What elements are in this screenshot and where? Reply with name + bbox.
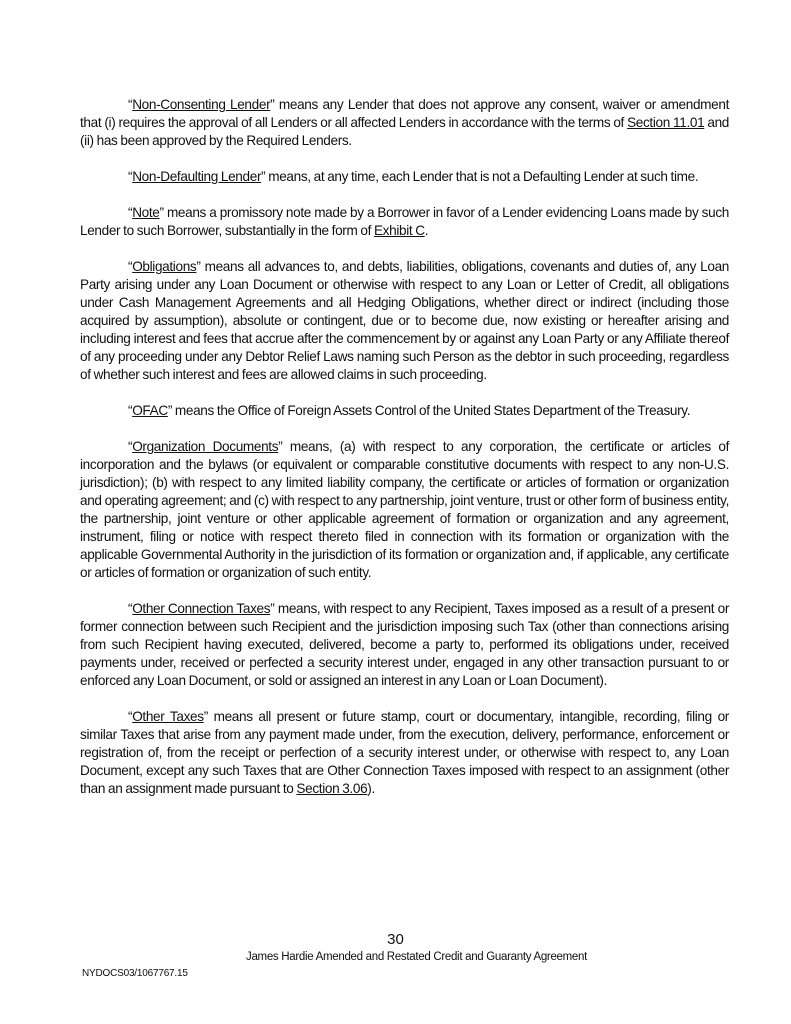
paragraph-text: “ [128, 259, 133, 274]
paragraph-text: ” means all advances to, and debts, liabilities, obligations, covenants and duties of, any Loan Party arising under any Loan Document or otherwise with respect to any Loan or Letter of Credit, all obligations under Cash Management Agreements and all Hedging Obligations, whether direct or indirect (including those acquired by assumption), absolute or contingent, due or to become due, now existing or hereafter arising and including interest and fees that accrue after the commencement by or against any Loan Party or any Affiliate thereof of any proceeding under any Debtor Relief Laws naming such Person as the debtor in such proceeding, regardless of whether such interest and fees are allowed claims in such proceeding. [80, 259, 729, 382]
paragraph-text: “ [128, 97, 133, 112]
paragraph-text: “ [128, 709, 133, 724]
paragraph-text: ). [367, 781, 375, 796]
paragraph-text: ” means a promissory note made by a Borrower in favor of a Lender evidencing Loans made by such Lender to such Borrower, substantially in the form of [80, 205, 729, 238]
definition-paragraph [80, 402, 729, 420]
defined-term: Non-Consenting Lender [132, 97, 271, 112]
paragraph-text: “ [128, 439, 133, 454]
footer-title: James Hardie Amended and Restated Credit and Guaranty Agreement [246, 951, 588, 963]
definition-paragraph [80, 600, 729, 690]
definition-paragraph [80, 168, 729, 186]
cross-reference: Section 3.06 [296, 781, 368, 796]
document-id: NYDOCS03/1067767.15 [82, 968, 188, 979]
defined-term: OFAC [132, 403, 168, 418]
paragraph-text: ” means any Lender that does not approve any consent, waiver or amendment that (i) requires the approval of all Lenders or all affected Lenders in accordance with the terms of [80, 97, 729, 130]
page-number: 30 [387, 931, 404, 948]
paragraph-text: ” means all present or future stamp, court or documentary, intangible, recording, filing or similar Taxes that arise from any payment made under, from the execution, delivery, performance, enforcement or registration of, from the receipt or perfection of a security interest under, or otherwise with respect to, any Loan Document, except any such Taxes that are Other Connection Taxes imposed with respect to an assignment (other than an assignment made pursuant to [80, 709, 729, 796]
paragraph-text: “ [128, 169, 133, 184]
defined-term: Note [132, 205, 160, 220]
paragraph-text: . [424, 223, 429, 238]
paragraph-text: ” means, (a) with respect to any corporation, the certificate or articles of incorporation and the bylaws (or equivalent or comparable constitutive documents with respect to any non-U.S. jurisdiction); (b) with respect to any limited liability company, the certificate or articles of formation or organization and operating agreement; and (c) with respect to any partnership, joint venture, trust or other form of business entity, the partnership, joint venture or other applicable agreement of formation or organization and any agreement, instrument, filing or notice with respect thereto filed in connection with its formation or organization with the applicable Governmental Authority in the jurisdiction of its formation or organization and, if applicable, any certificate or articles of formation or organization of such entity. [80, 439, 729, 580]
definition-paragraph [80, 708, 729, 798]
defined-term: Other Taxes [132, 709, 204, 724]
paragraph-text: ” means the Office of Foreign Assets Control of the United States Department of the Treasury. [167, 403, 691, 418]
cross-reference: Section 11.01 [627, 115, 705, 130]
definition-paragraph [80, 204, 729, 240]
paragraph-text: ” means, with respect to any Recipient, Taxes imposed as a result of a present or former connection between such Recipient and the jurisdiction imposing such Tax (other than connections arising from such Recipient having executed, delivered, become a party to, performed its obligations under, received payments under, received or perfected a security interest under, engaged in any other transaction pursuant to or enforced any Loan Document, or sold or assigned an interest in any Loan or Loan Document). [80, 601, 729, 688]
document-body [80, 96, 729, 816]
paragraph-text: “ [128, 403, 133, 418]
paragraph-text: ” means, at any time, each Lender that is not a Defaulting Lender at such time. [261, 169, 699, 184]
defined-term: Organization Documents [132, 439, 279, 454]
defined-term: Obligations [132, 259, 197, 274]
definition-paragraph [80, 258, 729, 384]
definition-paragraph [80, 438, 729, 582]
definition-paragraph [80, 96, 729, 150]
paragraph-text: “ [128, 601, 133, 616]
paragraph-text: and (ii) has been approved by the Required Lenders. [80, 115, 730, 148]
defined-term: Other Connection Taxes [132, 601, 271, 616]
paragraph-text: “ [128, 205, 133, 220]
cross-reference: Exhibit C [373, 223, 425, 238]
defined-term: Non-Defaulting Lender [132, 169, 262, 184]
